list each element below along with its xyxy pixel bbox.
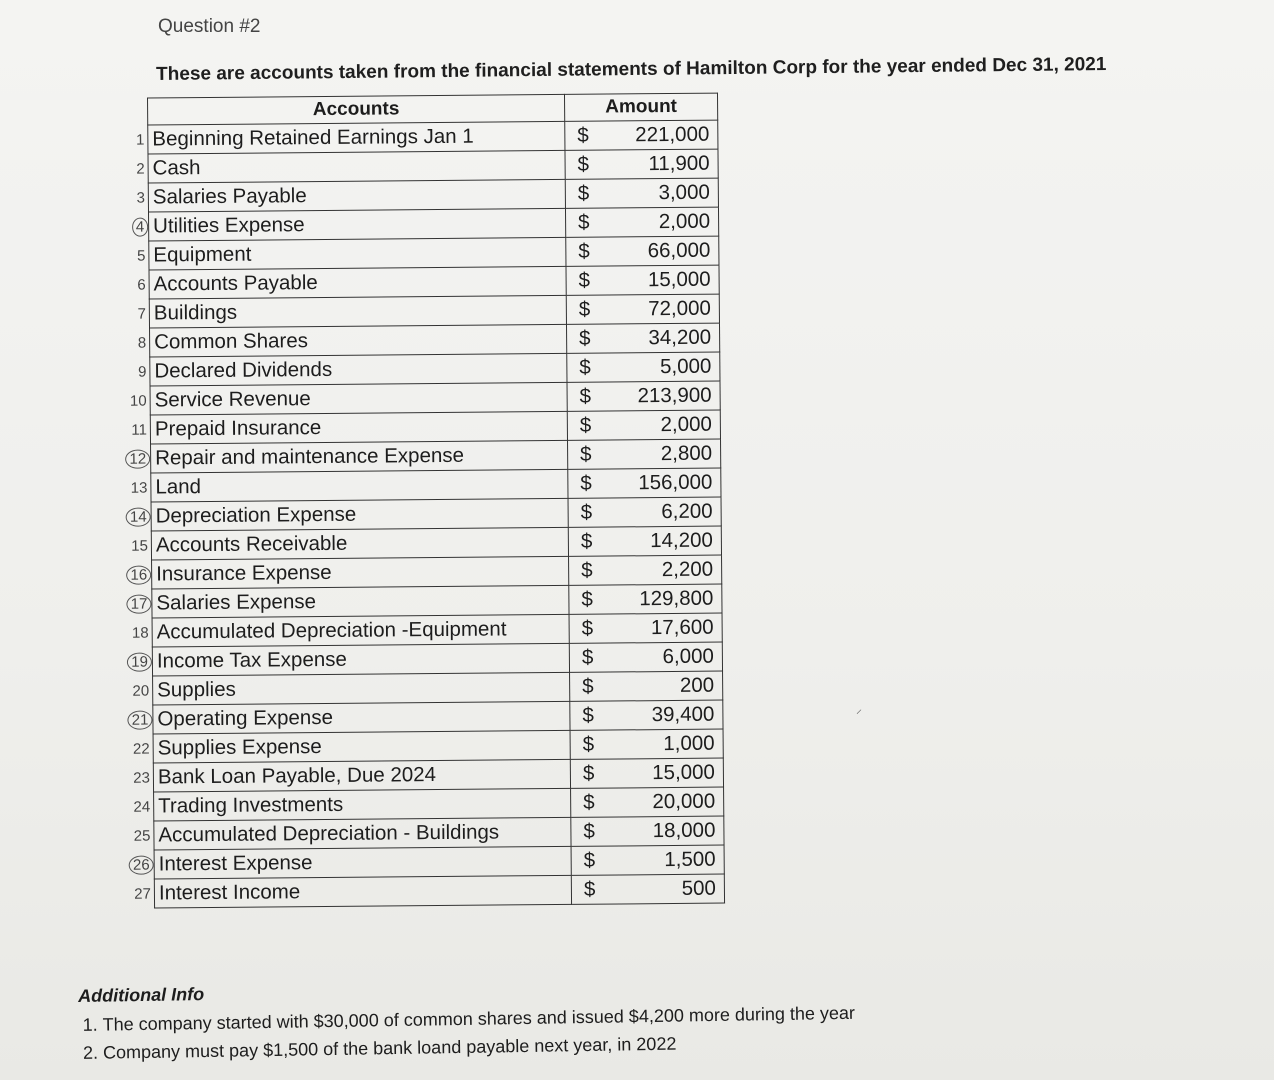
amount-cell <box>568 468 721 498</box>
currency-symbol: $ <box>577 181 590 205</box>
amount-cell <box>568 497 721 527</box>
amount-cell <box>566 236 719 266</box>
row-number <box>103 850 155 879</box>
additional-info <box>78 972 979 1071</box>
row-number <box>101 647 153 676</box>
row-number <box>98 270 150 299</box>
account-name: Interest Expense <box>154 846 571 879</box>
amount-value: 72,000 <box>648 296 711 321</box>
currency-symbol: $ <box>581 587 593 611</box>
amount-header: Amount <box>564 93 717 121</box>
currency-symbol: $ <box>583 848 596 872</box>
accounts-table-body <box>96 120 724 908</box>
row-number-text: 1 <box>135 131 145 149</box>
row-number <box>96 125 148 154</box>
amount-cell <box>566 265 719 295</box>
circled-row-number: 4 <box>132 217 149 236</box>
account-name: Supplies <box>153 672 570 705</box>
row-number <box>99 473 151 502</box>
amount-cell <box>569 642 722 672</box>
stray-pen-mark: ⸝ <box>856 702 863 716</box>
row-number <box>100 502 152 531</box>
amount-cell <box>571 845 724 875</box>
row-number-header <box>96 98 148 125</box>
accounts-table <box>96 93 725 909</box>
account-name: Accounts Payable <box>149 266 566 299</box>
account-name: Buildings <box>149 295 566 328</box>
amount-cell <box>568 526 721 556</box>
account-name: Income Tax Expense <box>152 643 569 676</box>
amount-value: 500 <box>681 876 717 900</box>
additional-info-list <box>78 1001 979 1064</box>
account-name: Cash <box>148 150 565 183</box>
account-name: Operating Expense <box>153 701 570 734</box>
currency-symbol: $ <box>577 152 590 176</box>
question-label: Question #2 <box>158 16 261 37</box>
account-name: Depreciation Expense <box>151 498 568 531</box>
account-name: Land <box>151 469 568 502</box>
amount-value: 15,000 <box>647 267 711 292</box>
row-number <box>99 444 151 473</box>
amount-cell <box>565 178 718 208</box>
row-number-text: 11 <box>131 421 147 439</box>
amount-cell <box>568 439 721 469</box>
amount-value: 34,200 <box>648 325 712 350</box>
intro-text: These are accounts taken from the financial statements of Hamilton Corp for the year ended Dec 31, 2021 <box>156 54 1107 85</box>
amount-value: 11,900 <box>648 151 710 176</box>
row-number <box>98 357 150 386</box>
row-number <box>97 241 149 270</box>
row-number <box>101 705 153 734</box>
currency-symbol: $ <box>581 558 593 582</box>
currency-symbol: $ <box>582 761 595 785</box>
currency-symbol: $ <box>580 529 593 553</box>
table-row <box>103 874 725 908</box>
account-name: Interest Income <box>154 875 571 908</box>
amount-value: 66,000 <box>647 238 711 263</box>
row-number-text: 27 <box>134 885 152 903</box>
amount-value: 6,200 <box>661 499 713 524</box>
amount-cell <box>570 700 723 730</box>
circled-row-number: 26 <box>129 855 154 874</box>
currency-symbol: $ <box>580 442 592 466</box>
row-number-text: 7 <box>137 305 146 323</box>
row-number-text: 15 <box>131 537 148 555</box>
row-number-text: 3 <box>136 189 145 207</box>
currency-symbol: $ <box>579 326 591 350</box>
amount-cell <box>570 671 723 701</box>
amount-value: 2,000 <box>658 209 711 234</box>
account-name: Service Revenue <box>150 382 567 415</box>
circled-row-number: 21 <box>128 710 153 729</box>
amount-cell <box>565 149 718 179</box>
accounts-header: Accounts <box>148 94 565 125</box>
amount-value: 221,000 <box>635 122 710 147</box>
account-name: Bank Loan Payable, Due 2024 <box>153 759 570 792</box>
account-name: Declared Dividends <box>150 353 567 386</box>
account-name: Equipment <box>149 237 566 270</box>
currency-symbol: $ <box>582 703 594 727</box>
currency-symbol: $ <box>583 877 596 901</box>
amount-value: 3,000 <box>658 180 710 205</box>
row-number-text: 10 <box>129 392 147 410</box>
amount-value: 156,000 <box>638 470 713 495</box>
row-number-text: 23 <box>133 769 151 787</box>
amount-value: 200 <box>679 673 715 697</box>
account-name: Salaries Payable <box>148 179 565 212</box>
account-name: Supplies Expense <box>153 730 570 763</box>
circled-row-number: 16 <box>126 565 151 584</box>
amount-value: 39,400 <box>651 702 715 727</box>
row-number <box>97 183 149 212</box>
row-number-text: 20 <box>132 682 150 700</box>
row-number-text: 9 <box>137 363 147 381</box>
currency-symbol: $ <box>579 355 591 379</box>
amount-value: 1,500 <box>664 847 716 872</box>
row-number <box>100 589 152 618</box>
amount-value: 6,000 <box>662 644 714 669</box>
additional-info-title: Additional Info <box>78 984 205 1006</box>
row-number-text: 2 <box>136 160 145 178</box>
currency-symbol: $ <box>581 645 594 669</box>
accounts-table-wrap <box>96 92 743 909</box>
row-number <box>102 734 154 763</box>
amount-value: 1,000 <box>663 731 715 756</box>
amount-cell <box>571 874 724 904</box>
row-number-text: 25 <box>133 827 151 845</box>
amount-value: 2,200 <box>661 557 714 582</box>
row-number-text: 6 <box>137 276 146 294</box>
row-number <box>101 676 153 705</box>
amount-cell <box>567 352 720 382</box>
row-number <box>102 792 154 821</box>
amount-cell <box>571 816 724 846</box>
row-number <box>103 879 155 908</box>
amount-cell <box>570 758 723 788</box>
amount-value: 17,600 <box>650 615 714 640</box>
additional-info-item: 2. Company must pay $1,500 of the bank loand payable next year, in 2022 <box>103 1029 979 1064</box>
currency-symbol: $ <box>580 471 592 495</box>
row-number-text: 8 <box>137 334 147 352</box>
amount-value: 2,800 <box>660 441 713 466</box>
row-number <box>100 531 152 560</box>
circled-row-number: 12 <box>125 449 150 468</box>
account-name: Trading Investments <box>154 788 571 821</box>
amount-cell <box>567 410 720 440</box>
amount-value: 18,000 <box>652 818 716 843</box>
account-name: Insurance Expense <box>152 556 569 589</box>
account-name: Prepaid Insurance <box>150 411 567 444</box>
currency-symbol: $ <box>578 297 591 321</box>
currency-symbol: $ <box>577 123 589 147</box>
currency-symbol: $ <box>581 616 594 640</box>
row-number <box>98 299 150 328</box>
amount-cell <box>566 294 719 324</box>
amount-value: 20,000 <box>652 789 716 814</box>
currency-symbol: $ <box>583 790 595 814</box>
currency-symbol: $ <box>580 500 593 524</box>
amount-cell <box>570 729 723 759</box>
row-number <box>99 415 151 444</box>
currency-symbol: $ <box>578 210 590 234</box>
amount-value: 5,000 <box>659 354 712 379</box>
account-name: Salaries Expense <box>152 585 569 618</box>
currency-symbol: $ <box>578 268 591 292</box>
currency-symbol: $ <box>582 732 595 756</box>
row-number-text: 13 <box>130 479 148 497</box>
account-name: Utilities Expense <box>148 208 565 241</box>
amount-value: 15,000 <box>652 760 716 785</box>
row-number-text: 24 <box>133 798 151 816</box>
account-name: Common Shares <box>150 324 567 357</box>
currency-symbol: $ <box>583 819 595 843</box>
row-number <box>96 154 148 183</box>
circled-row-number: 17 <box>127 594 152 613</box>
circled-row-number: 19 <box>127 652 152 671</box>
amount-cell <box>569 584 722 614</box>
circled-row-number: 14 <box>126 507 151 526</box>
amount-cell <box>567 381 720 411</box>
amount-value: 213,900 <box>637 383 712 408</box>
row-number-text: 22 <box>132 740 150 758</box>
account-name: Accounts Receivable <box>151 527 568 560</box>
row-number-text: 18 <box>131 624 149 642</box>
amount-cell <box>569 613 722 643</box>
account-name: Accumulated Depreciation -Equipment <box>152 614 569 647</box>
amount-value: 129,800 <box>639 586 714 611</box>
account-name: Beginning Retained Earnings Jan 1 <box>148 121 565 154</box>
account-name: Repair and maintenance Expense <box>151 440 568 473</box>
additional-info-item: 1. The company started with $30,000 of common shares and issued $4,200 more during the year <box>102 1001 978 1036</box>
currency-symbol: $ <box>578 239 590 263</box>
row-number <box>101 618 153 647</box>
amount-cell <box>565 120 718 150</box>
amount-cell <box>566 323 719 353</box>
row-number <box>102 763 154 792</box>
amount-cell <box>571 787 724 817</box>
row-number <box>98 328 150 357</box>
account-name: Accumulated Depreciation - Buildings <box>154 817 571 850</box>
currency-symbol: $ <box>582 674 594 698</box>
amount-value: 2,000 <box>660 412 712 437</box>
row-number <box>99 386 151 415</box>
row-number-text: 5 <box>136 247 146 265</box>
row-number <box>102 821 154 850</box>
row-number <box>100 560 152 589</box>
amount-cell <box>569 555 722 585</box>
currency-symbol: $ <box>579 384 592 408</box>
row-number <box>97 212 149 241</box>
amount-value: 14,200 <box>650 528 713 553</box>
currency-symbol: $ <box>579 413 592 437</box>
amount-cell <box>565 207 718 237</box>
